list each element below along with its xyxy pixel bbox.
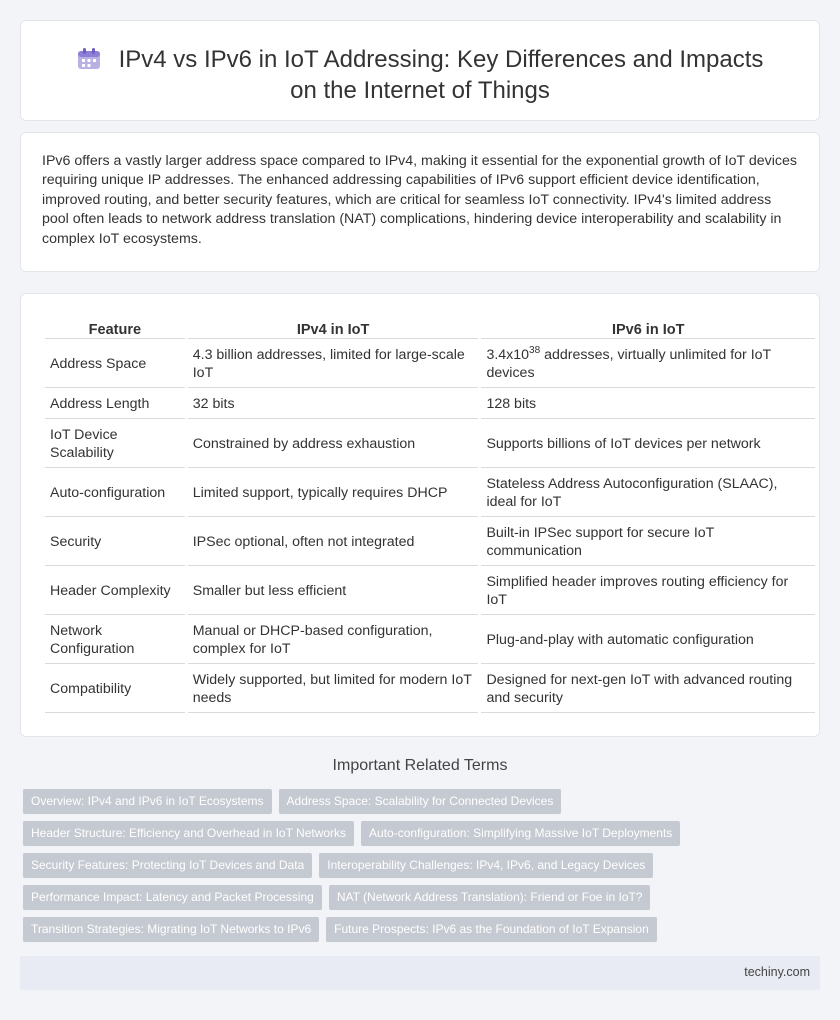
ipv4-cell: 4.3 billion addresses, limited for large-scale IoT bbox=[188, 341, 479, 388]
ipv6-cell-exponent: 38 bbox=[529, 345, 541, 356]
related-tag[interactable]: Overview: IPv4 and IPv6 in IoT Ecosystems bbox=[23, 789, 272, 814]
related-tag[interactable]: Transition Strategies: Migrating IoT Networks to IPv6 bbox=[23, 917, 319, 942]
tag-row bbox=[23, 789, 568, 814]
related-terms-title: Important Related Terms bbox=[332, 757, 508, 774]
ipv4-cell: Smaller but less efficient bbox=[188, 568, 479, 615]
feature-cell: Compatibility bbox=[45, 666, 185, 713]
comparison-table bbox=[42, 314, 818, 715]
feature-cell: IoT Device Scalability bbox=[45, 421, 185, 468]
related-tag[interactable]: Address Space: Scalability for Connected Devices bbox=[279, 789, 562, 814]
ipv6-cell: 128 bits bbox=[481, 390, 815, 419]
calendar-icon bbox=[77, 47, 101, 69]
tag-row bbox=[23, 917, 664, 942]
table-row bbox=[45, 341, 815, 388]
title-card bbox=[20, 20, 820, 121]
tag-row bbox=[23, 821, 687, 846]
ipv4-cell: IPSec optional, often not integrated bbox=[188, 519, 479, 566]
table-header-row bbox=[45, 316, 815, 339]
ipv6-cell: Supports billions of IoT devices per network bbox=[481, 421, 815, 468]
ipv6-cell bbox=[481, 341, 815, 388]
related-tag[interactable]: Security Features: Protecting IoT Devices and Data bbox=[23, 853, 312, 878]
tag-row bbox=[23, 885, 657, 910]
feature-cell: Address Length bbox=[45, 390, 185, 419]
related-tag[interactable]: Future Prospects: IPv6 as the Foundation of IoT Expansion bbox=[326, 917, 657, 942]
header-ipv6: IPv6 in IoT bbox=[481, 316, 815, 339]
feature-cell: Network Configuration bbox=[45, 617, 185, 664]
ipv6-cell: Plug-and-play with automatic configuration bbox=[481, 617, 815, 664]
table-row bbox=[45, 519, 815, 566]
table-row bbox=[45, 617, 815, 664]
ipv4-cell: Widely supported, but limited for modern IoT needs bbox=[188, 666, 479, 713]
ipv4-cell: Manual or DHCP-based configuration, complex for IoT bbox=[188, 617, 479, 664]
ipv6-cell-rest: addresses, virtually unlimited for IoT devices bbox=[486, 347, 771, 381]
intro-paragraph: IPv6 offers a vastly larger address space compared to IPv4, making it essential for the exponential growth of IoT devices requiring unique IP addresses. The enhanced addressing capabilities of IPv6 support efficient device identification, improved routing, and better security features, which are critical for seamless IoT connectivity. IPv4's limited address pool often leads to network address translation (NAT) complications, hindering device interoperability and scalability in complex IoT ecosystems. bbox=[42, 153, 797, 247]
table-row bbox=[45, 390, 815, 419]
footer-site-link[interactable]: techiny.com bbox=[744, 965, 810, 979]
ipv6-cell: Designed for next-gen IoT with advanced routing and security bbox=[481, 666, 815, 713]
footer bbox=[20, 956, 820, 990]
ipv6-cell: Simplified header improves routing efficiency for IoT bbox=[481, 568, 815, 615]
feature-cell: Header Complexity bbox=[45, 568, 185, 615]
intro-card bbox=[20, 132, 820, 272]
page-title-text: IPv4 vs IPv6 in IoT Addressing: Key Differences and Impacts on the Internet of Things bbox=[118, 46, 764, 104]
related-tag[interactable]: Header Structure: Efficiency and Overhead in IoT Networks bbox=[23, 821, 354, 846]
feature-cell: Security bbox=[45, 519, 185, 566]
tag-row bbox=[23, 853, 660, 878]
related-tag[interactable]: NAT (Network Address Translation): Friend or Foe in IoT? bbox=[329, 885, 651, 910]
ipv4-cell: Constrained by address exhaustion bbox=[188, 421, 479, 468]
header-ipv4: IPv4 in IoT bbox=[188, 316, 479, 339]
feature-cell: Auto-configuration bbox=[45, 470, 185, 517]
related-tag[interactable]: Auto-configuration: Simplifying Massive IoT Deployments bbox=[361, 821, 680, 846]
ipv6-cell-base: 3.4x10 bbox=[486, 347, 530, 363]
header-feature: Feature bbox=[45, 316, 185, 339]
table-row bbox=[45, 421, 815, 468]
comparison-card bbox=[20, 293, 820, 737]
feature-cell: Address Space bbox=[45, 341, 185, 388]
ipv4-cell: 32 bits bbox=[188, 390, 479, 419]
ipv4-cell: Limited support, typically requires DHCP bbox=[188, 470, 479, 517]
table-row bbox=[45, 470, 815, 517]
table-row bbox=[45, 568, 815, 615]
ipv6-cell: Stateless Address Autoconfiguration (SLAAC), ideal for IoT bbox=[481, 470, 815, 517]
page-title bbox=[61, 44, 779, 106]
related-tag[interactable]: Performance Impact: Latency and Packet Processing bbox=[23, 885, 322, 910]
table-row bbox=[45, 666, 815, 713]
related-tag[interactable]: Interoperability Challenges: IPv4, IPv6, and Legacy Devices bbox=[319, 853, 653, 878]
ipv6-cell: Built-in IPSec support for secure IoT communication bbox=[481, 519, 815, 566]
